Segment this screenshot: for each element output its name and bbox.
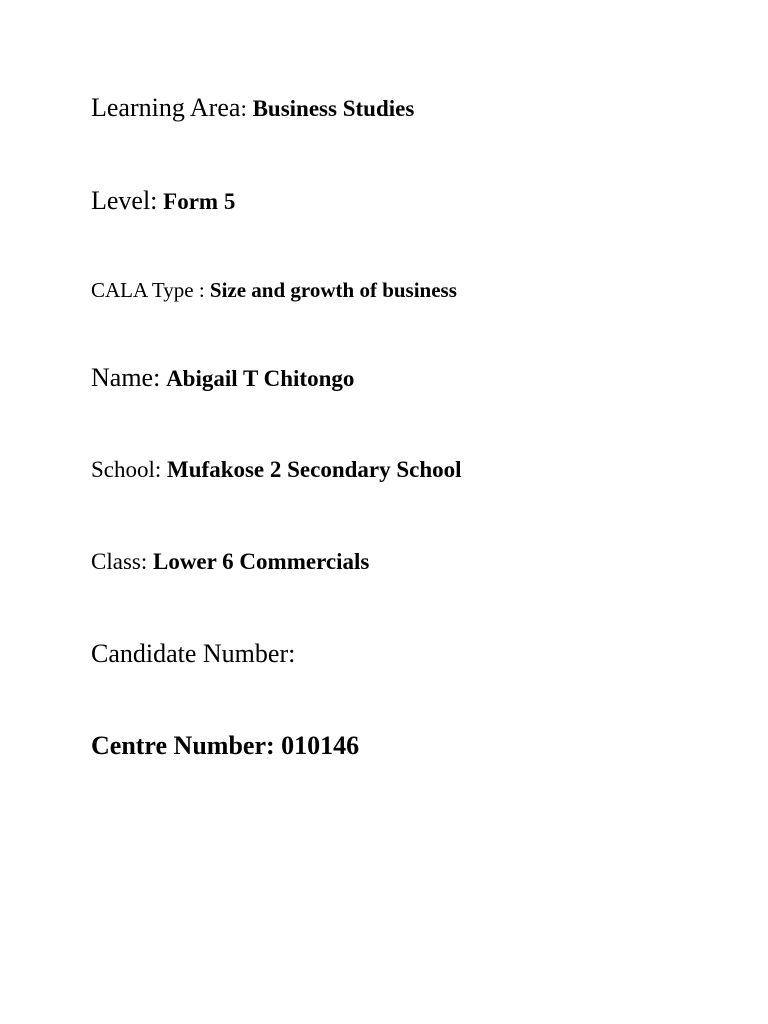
school-line bbox=[91, 458, 462, 481]
candidate-number-label: Candidate Number: bbox=[91, 639, 296, 668]
learning-area-line bbox=[91, 95, 414, 121]
class-label: Class: bbox=[91, 549, 148, 574]
cala-type-value: Size and growth of business bbox=[209, 278, 457, 302]
level-line bbox=[91, 188, 235, 214]
centre-number-value: 010146 bbox=[281, 731, 360, 760]
centre-number-label: Centre Number: bbox=[91, 731, 275, 760]
learning-area-value: Business Studies bbox=[252, 96, 415, 121]
level-label: Level: bbox=[91, 186, 158, 215]
cala-type-label: CALA Type bbox=[91, 278, 194, 302]
school-value: Mufakose 2 Secondary School bbox=[167, 457, 462, 482]
school-label: School: bbox=[91, 457, 162, 482]
learning-area-separator: : bbox=[240, 96, 253, 121]
cala-type-separator: : bbox=[193, 278, 210, 302]
class-value: Lower 6 Commercials bbox=[152, 549, 370, 574]
cala-type-line bbox=[91, 280, 457, 301]
class-line bbox=[91, 550, 369, 573]
centre-number-line bbox=[91, 733, 359, 759]
name-line bbox=[91, 365, 354, 391]
name-value: Abigail T Chitongo bbox=[166, 366, 355, 391]
name-label: Name: bbox=[91, 363, 161, 392]
learning-area-label: Learning Area bbox=[91, 93, 241, 122]
candidate-number-line bbox=[91, 641, 295, 667]
level-value: Form 5 bbox=[163, 189, 236, 214]
